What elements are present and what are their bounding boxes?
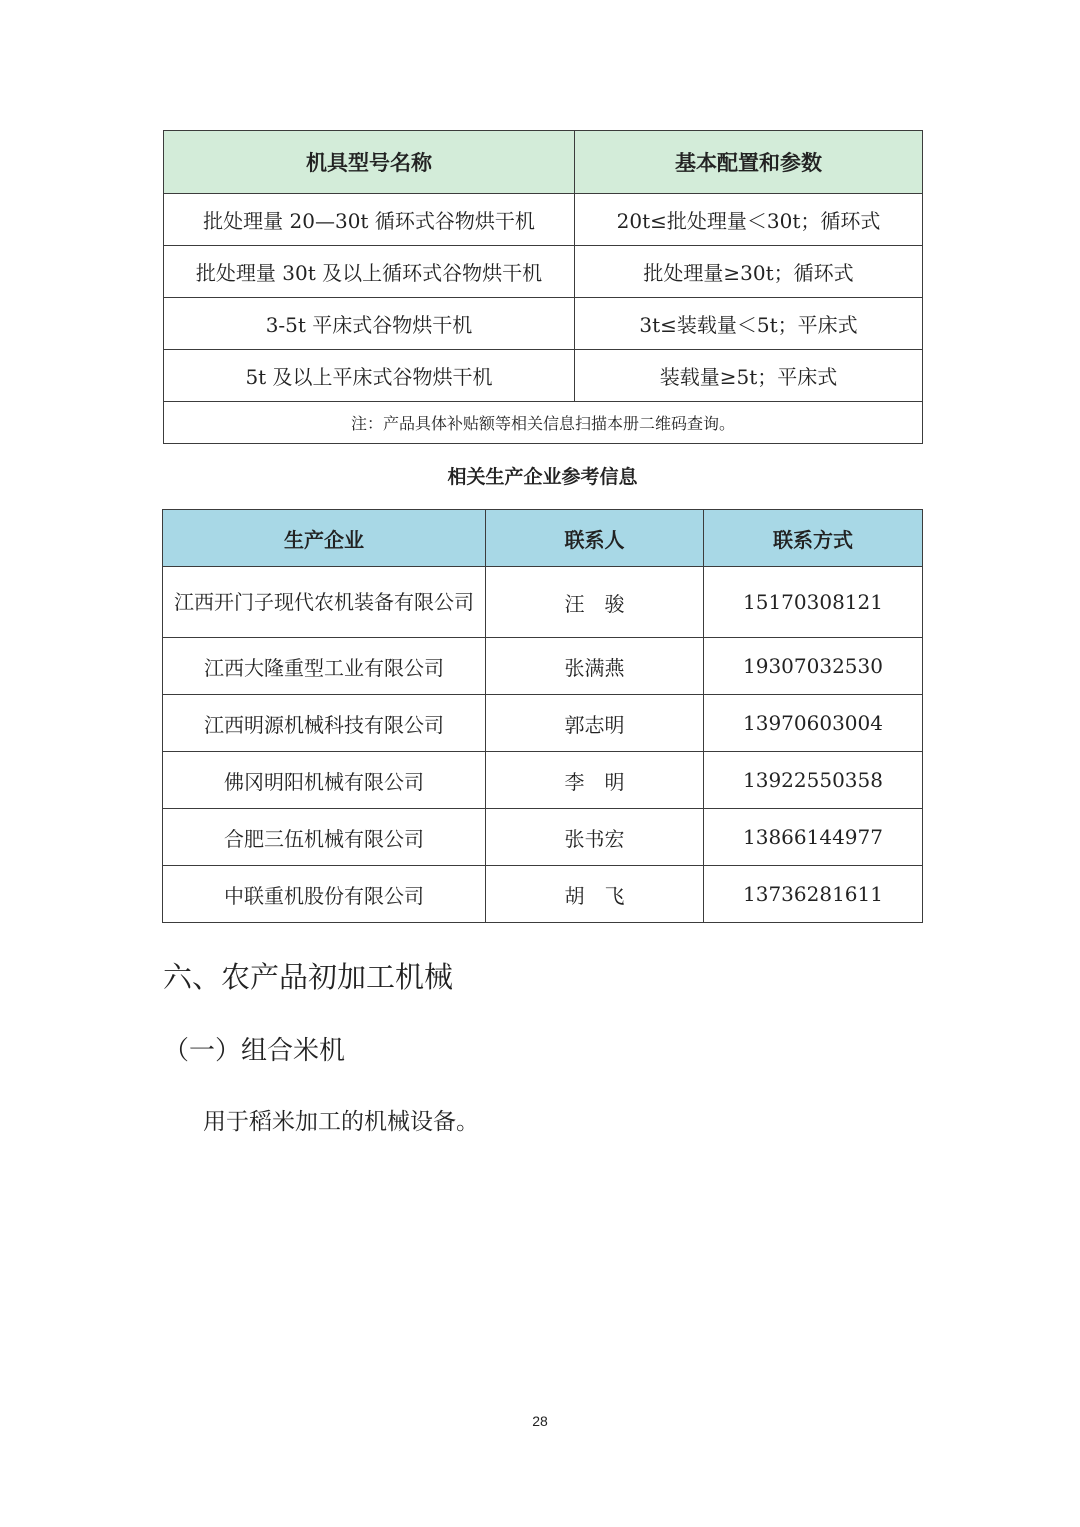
company-name: 江西明源机械科技有限公司 xyxy=(163,695,486,752)
company-name: 中联重机股份有限公司 xyxy=(163,866,486,923)
header-phone: 联系方式 xyxy=(704,510,923,567)
contact-person: 汪 骏 xyxy=(486,567,704,638)
company-name: 合肥三伍机械有限公司 xyxy=(163,809,486,866)
contact-person: 郭志明 xyxy=(486,695,704,752)
company-name: 江西大隆重型工业有限公司 xyxy=(163,638,486,695)
header-model-name: 机具型号名称 xyxy=(164,131,575,194)
page-number: 28 xyxy=(532,1413,548,1429)
table-row xyxy=(163,638,923,695)
company-name: 佛冈明阳机械有限公司 xyxy=(163,752,486,809)
config-params: 20t≤批处理量＜30t；循环式 xyxy=(575,194,923,246)
spec-table xyxy=(163,130,923,444)
spec-table-header xyxy=(164,131,923,194)
header-config: 基本配置和参数 xyxy=(575,131,923,194)
phone-number: 13866144977 xyxy=(704,809,923,866)
phone-number: 15170308121 xyxy=(704,567,923,638)
config-params: 批处理量≥30t；循环式 xyxy=(575,246,923,298)
table-row xyxy=(163,752,923,809)
model-name: 3-5t 平床式谷物烘干机 xyxy=(164,298,575,350)
contact-person: 张书宏 xyxy=(486,809,704,866)
model-name: 批处理量 30t 及以上循环式谷物烘干机 xyxy=(164,246,575,298)
table-caption: 相关生产企业参考信息 xyxy=(447,466,638,488)
table-row xyxy=(164,246,923,298)
note-row xyxy=(164,402,923,444)
section-heading: 六、农产品初加工机械 xyxy=(163,960,454,994)
company-name: 江西开门子现代农机装备有限公司 xyxy=(163,567,486,638)
contact-person: 张满燕 xyxy=(486,638,704,695)
table-row xyxy=(163,567,923,638)
config-params: 装载量≥5t；平床式 xyxy=(575,350,923,402)
phone-number: 13922550358 xyxy=(704,752,923,809)
header-contact: 联系人 xyxy=(486,510,704,567)
maker-table-header xyxy=(163,510,923,567)
contact-person: 李 明 xyxy=(486,752,704,809)
table-note: 注：产品具体补贴额等相关信息扫描本册二维码查询。 xyxy=(164,402,923,444)
contact-person: 胡 飞 xyxy=(486,866,704,923)
table-row xyxy=(163,695,923,752)
phone-number: 19307032530 xyxy=(704,638,923,695)
body-paragraph: 用于稻米加工的机械设备。 xyxy=(203,1109,479,1135)
model-name: 5t 及以上平床式谷物烘干机 xyxy=(164,350,575,402)
phone-number: 13970603004 xyxy=(704,695,923,752)
config-params: 3t≤装载量＜5t；平床式 xyxy=(575,298,923,350)
phone-number: 13736281611 xyxy=(704,866,923,923)
maker-table xyxy=(162,509,923,923)
table-row xyxy=(164,194,923,246)
subsection-heading: （一）组合米机 xyxy=(163,1036,346,1066)
table-row xyxy=(163,866,923,923)
model-name: 批处理量 20—30t 循环式谷物烘干机 xyxy=(164,194,575,246)
table-row xyxy=(164,350,923,402)
table-row xyxy=(163,809,923,866)
table-row xyxy=(164,298,923,350)
header-company: 生产企业 xyxy=(163,510,486,567)
